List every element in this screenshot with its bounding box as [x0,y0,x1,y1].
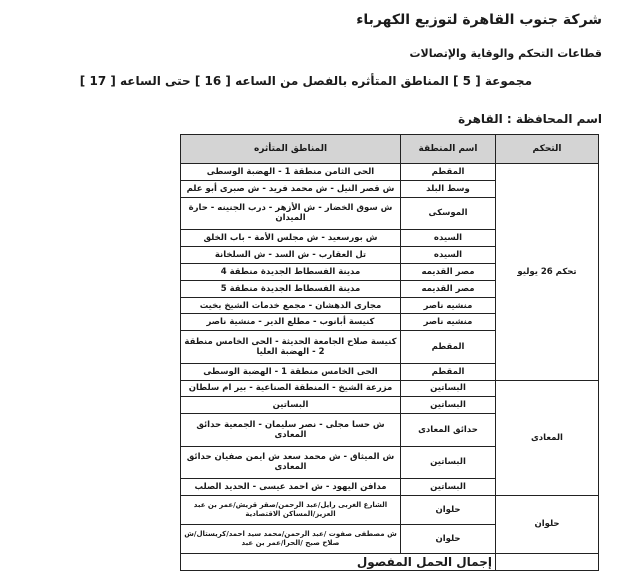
area-cell: ش مصطفى صفوت /عبد الرحمن/محمد سيد احمد/كريستال/ش صلاح صبح /الحرا/عمر بن عبد [181,524,401,553]
region-cell: حدائق المعادى [401,414,496,446]
control-cell: حلوان [496,495,599,553]
region-cell: المقطم [401,363,496,380]
header-control: التحكم [496,135,599,164]
area-cell: مجارى الدهشان - مجمع خدمات الشيخ بخيت [181,297,401,314]
total-empty-cell [496,554,599,571]
region-cell: البساتين [401,446,496,478]
area-cell: مدافن اليهود - ش احمد عيسى - الحديد الصلب [181,478,401,495]
area-cell: كنيسة صلاح الجامعة الحديثة - الحى الخامس منطقة 2 - الهضبة العليا [181,331,401,363]
region-cell: حلوان [401,495,496,524]
area-cell: مدينة الفسطاط الجديدة منطقة 4 [181,263,401,280]
region-cell: منشيه ناصر [401,297,496,314]
header-region: اسم المنطقة [401,135,496,164]
area-cell: ش سوق الخضار - ش الأزهر - درب الجنينه - حارة الميدان [181,197,401,229]
region-cell: الموسكى [401,197,496,229]
area-cell: ش بورسعيد - ش مجلس الأمة - باب الخلق [181,230,401,247]
area-cell: الشارع الغربى رايل/عبد الرحمن/صقر قريش/عمر بن عبد العزيز/المساكن الاقتصادية [181,495,401,524]
header-areas: المناطق المتأثره [181,135,401,164]
region-cell: حلوان [401,524,496,553]
region-cell: البساتين [401,380,496,397]
area-cell: البساتين [181,397,401,414]
region-cell: منشيه ناصر [401,314,496,331]
region-cell: السيده [401,246,496,263]
table-row [181,495,599,524]
area-cell: الحى الثامن منطقة 1 - الهضبة الوسطى [181,164,401,181]
table-row [181,380,599,397]
group-schedule-line: مجموعة [ 5 ] المناطق المتأثره بالفصل من الساعه [ 16 ] حتى الساعه [ 17 ] [79,74,532,88]
control-cell: المعادى [496,380,599,495]
region-cell: مصر القديمه [401,280,496,297]
table-row [181,164,599,181]
region-cell: السيده [401,230,496,247]
area-cell: كنيسة أبانوب - مطلع الدير - منشية ناصر [181,314,401,331]
area-cell: ش حسا مجلى - نصر سليمان - الجمعية حدائق المعادى [181,414,401,446]
table-header-row [181,135,599,164]
area-cell: تل العقارب - ش السد - ش السلخانة [181,246,401,263]
total-row [181,554,599,571]
sectors-subtitle: قطاعات التحكم والوقاية والإتصالات [409,47,602,60]
company-title: شركة جنوب القاهرة لتوزيع الكهرباء [356,12,602,28]
control-cell: تحكم 26 يوليو [496,164,599,381]
area-cell: مدينة الفسطاط الجديدة منطقة 5 [181,280,401,297]
region-cell: المقطم [401,164,496,181]
area-cell: الحى الخامس منطقة 1 - الهضبة الوسطى [181,363,401,380]
region-cell: المقطم [401,331,496,363]
area-cell: ش قصر النيل - ش محمد فريد - ش صبرى أبو علم [181,180,401,197]
region-cell: وسط البلد [401,180,496,197]
region-cell: البساتين [401,397,496,414]
region-cell: البساتين [401,478,496,495]
governorate-label: اسم المحافظة : القاهرة [458,112,602,126]
affected-areas-table [180,134,599,571]
region-cell: مصر القديمه [401,263,496,280]
total-load-label: إجمال الحمل المفصول [181,554,496,571]
area-cell: مزرعة الشيخ - المنطقة الصناعية - بير ام سلطان [181,380,401,397]
area-cell: ش الميثاق - ش محمد سعد ش ايمن صفيان حدائق المعادى [181,446,401,478]
